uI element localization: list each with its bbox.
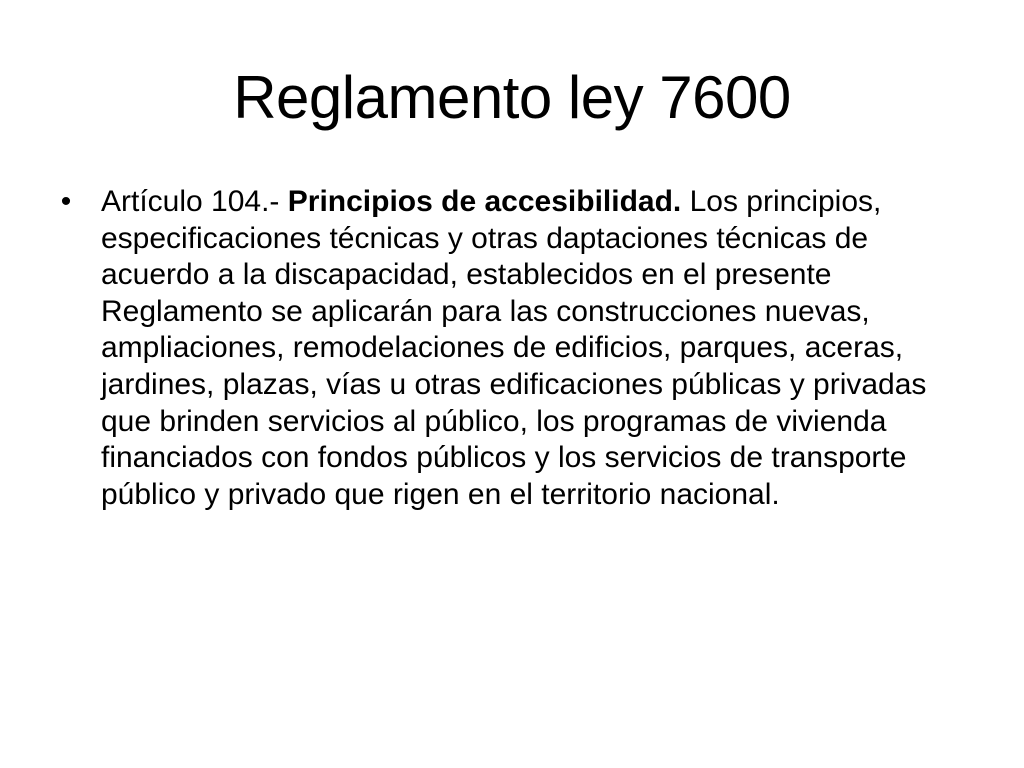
slide-title: Reglamento ley 7600 bbox=[233, 64, 791, 131]
article-number: Artículo 104.- bbox=[101, 185, 288, 218]
bullet-item-article-104 bbox=[56, 184, 976, 513]
bullet-list bbox=[56, 184, 976, 513]
article-heading: Principios de accesibilidad. bbox=[287, 185, 682, 218]
article-body: Los principios, especificaciones técnicas y otras daptaciones técnicas de acuerdo a la discapacidad, establecidos en el presente Reglamento se aplicarán para las construcciones nuevas, ampliaciones, remodelaciones de edificios, parques, aceras, jardines, plazas, vías u otras edificaciones públicas y privadas que brinden servicios al público, los programas de vivienda financiados con fondos públicos y los servicios de transporte público y privado que rigen en el territorio nacional. bbox=[101, 185, 927, 511]
bullet-icon: • bbox=[60, 185, 72, 218]
